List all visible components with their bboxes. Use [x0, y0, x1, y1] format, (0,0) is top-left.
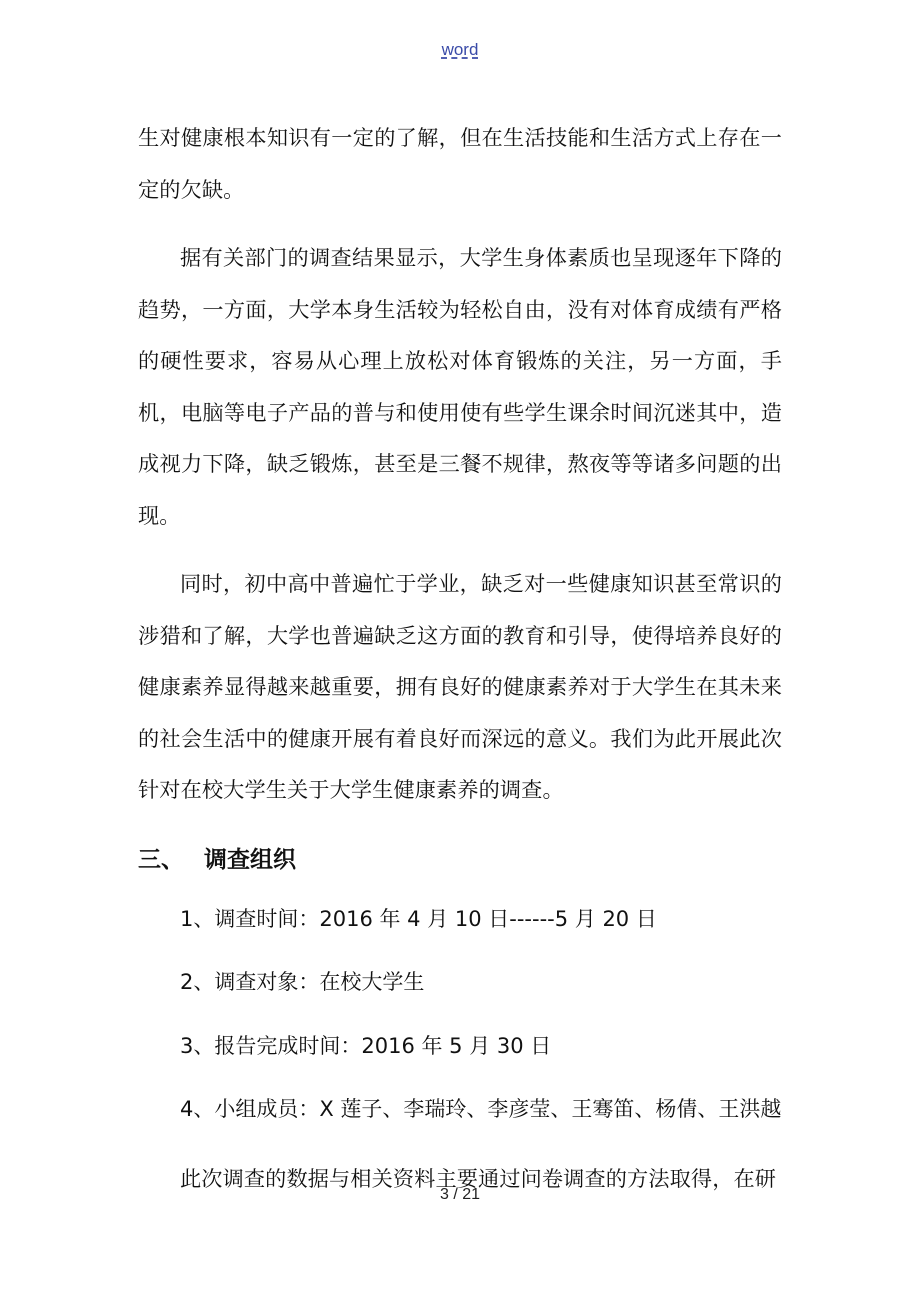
list-item-members: 4、小组成员：X 莲子、李瑞玲、李彦莹、王骞笛、杨倩、王洪越: [180, 1097, 782, 1121]
list-item-report-date: 3、报告完成时间：2016 年 5 月 30 日: [180, 1033, 552, 1058]
paragraph-2: 据有关部门的调查结果显示，大学生身体素质也呈现逐年下降的趋势，一方面，大学本身生活较为轻松自由，没有对体育成绩有严格的硬性要求，容易从心理上放松对体育锻炼的关注，另一方面，手机，电脑等电子产品的普与和使用使有些学生课余时间沉迷其中，造成视力下降，缺乏锻炼，甚至是三餐不规律，熬夜等等诸多问题的出现。: [138, 245, 782, 528]
section-number: 三、: [138, 846, 184, 873]
page-number: 3 / 21: [439, 1186, 481, 1203]
paragraph-3: 同时，初中高中普遍忙于学业，缺乏对一些健康知识甚至常识的涉猎和了解，大学也普遍缺乏这方面的教育和引导，使得培养良好的健康素养显得越来越重要，拥有良好的健康素养对于大学生在其未来的社会生活中的健康开展有着良好而深远的意义。我们为此开展此次针对在校大学生关于大学生健康素养的调查。: [138, 571, 782, 802]
header-word-link[interactable]: word: [441, 40, 479, 59]
list-item-time: 1、调查时间：2016 年 4 月 10 日------5 月 20 日: [180, 906, 657, 931]
list-item-target: 2、调查对象：在校大学生: [180, 970, 425, 994]
paragraph-closing: 此次调查的数据与相关资料主要通过问卷调查的方法取得，在研: [180, 1165, 777, 1191]
paragraph-1: 生对健康根本知识有一定的了解，但在生活技能和生活方式上存在一定的欠缺。: [138, 125, 782, 202]
section-heading: [138, 830, 782, 890]
section-title: 调查组织: [204, 846, 296, 873]
document-body: [138, 112, 782, 1204]
